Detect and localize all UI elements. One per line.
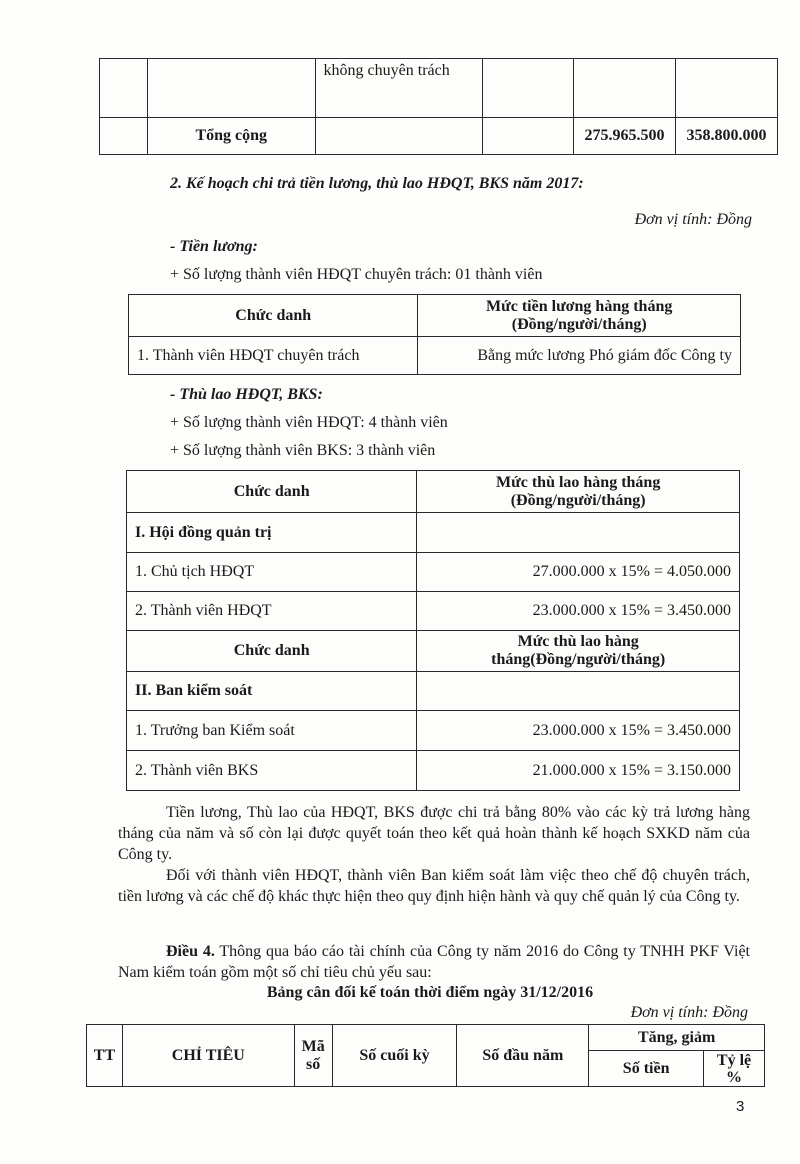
column-header: Số cuối kỳ [332, 1025, 457, 1087]
column-header: Chức danh [129, 295, 418, 337]
table-cell: 21.000.000 x 15% = 3.150.000 [417, 751, 740, 791]
column-header: Số đầu năm [457, 1025, 589, 1087]
column-header: Tỷ lệ % [704, 1051, 765, 1087]
subheading-salary: - Tiền lương: [170, 238, 258, 255]
subheading-remuneration: - Thù lao HĐQT, BKS: [170, 386, 323, 403]
column-header: Chức danh [127, 631, 417, 672]
table-cell: Bằng mức lương Phó giám đốc Công ty [418, 337, 741, 375]
total-value: 358.800.000 [675, 118, 777, 155]
article-label: Điều 4. [166, 943, 215, 960]
hdqt-member-count: + Số lượng thành viên HĐQT: 4 thành viên [170, 414, 448, 431]
column-header: Mã số [294, 1025, 332, 1087]
table-cell: 1. Trưởng ban Kiểm soát [127, 711, 417, 751]
column-header: Mức thù lao hàng tháng (Đồng/người/tháng) [417, 471, 740, 513]
unit-label: Đơn vị tính: Đồng [630, 1004, 748, 1021]
table-cell: 23.000.000 x 15% = 3.450.000 [417, 592, 740, 631]
table-cell: 1. Thành viên HĐQT chuyên trách [129, 337, 418, 375]
column-header: Mức tiền lương hàng tháng (Đồng/người/tháng) [418, 295, 741, 337]
group-label: I. Hội đồng quản trị [127, 513, 417, 553]
table-title: Bảng cân đối kế toán thời điểm ngày 31/12/2016 [266, 984, 594, 1001]
balance-sheet-table [86, 1024, 765, 1087]
table-cell: 2. Thành viên BKS [127, 751, 417, 791]
table-cell: 2. Thành viên HĐQT [127, 592, 417, 631]
unit-label: Đơn vị tính: Đồng [634, 211, 752, 228]
column-header: CHỈ TIÊU [122, 1025, 294, 1087]
column-header: Tăng, giảm [589, 1025, 765, 1051]
salary-table [128, 294, 741, 375]
group-label: II. Ban kiểm soát [127, 672, 417, 711]
salary-member-count: + Số lượng thành viên HĐQT chuyên trách: 01 thành viên [170, 266, 543, 283]
total-label: Tổng cộng [147, 118, 315, 155]
column-header: Chức danh [127, 471, 417, 513]
table-cell: không chuyên trách [315, 59, 483, 118]
table-cell: 1. Chủ tịch HĐQT [127, 553, 417, 592]
table-cell: 27.000.000 x 15% = 4.050.000 [417, 553, 740, 592]
bks-member-count: + Số lượng thành viên BKS: 3 thành viên [170, 442, 436, 459]
column-header: Mức thù lao hàng tháng(Đồng/người/tháng) [417, 631, 740, 672]
paragraph: Tiền lương, Thù lao của HĐQT, BKS được chi trả bằng 80% vào các kỳ trả lương hàng tháng của năm và số còn lại được quyết toán theo kết quả hoàn thành kế hoạch SXKD năm của Công ty. [118, 804, 750, 863]
section-heading: 2. Kế hoạch chi trả tiền lương, thù lao HĐQT, BKS năm 2017: [170, 175, 584, 192]
column-header: Số tiền [589, 1051, 704, 1087]
table-cell: 23.000.000 x 15% = 3.450.000 [417, 711, 740, 751]
paragraph: Đối với thành viên HĐQT, thành viên Ban kiểm soát làm việc theo chế độ chuyên trách, tiền lương và các chế độ khác thực hiện theo quy định hiện hành và quy chế quản lý của Công ty. [118, 867, 750, 905]
top-summary-table [99, 58, 778, 155]
total-value: 275.965.500 [573, 118, 675, 155]
page-number: 3 [736, 1098, 745, 1115]
article-paragraph: Điều 4. Thông qua báo cáo tài chính của Công ty năm 2016 do Công ty TNHH PKF Việt Nam kiểm toán gồm một số chỉ tiêu chủ yếu sau: [118, 943, 750, 981]
column-header: TT [87, 1025, 123, 1087]
remuneration-table [126, 470, 740, 791]
